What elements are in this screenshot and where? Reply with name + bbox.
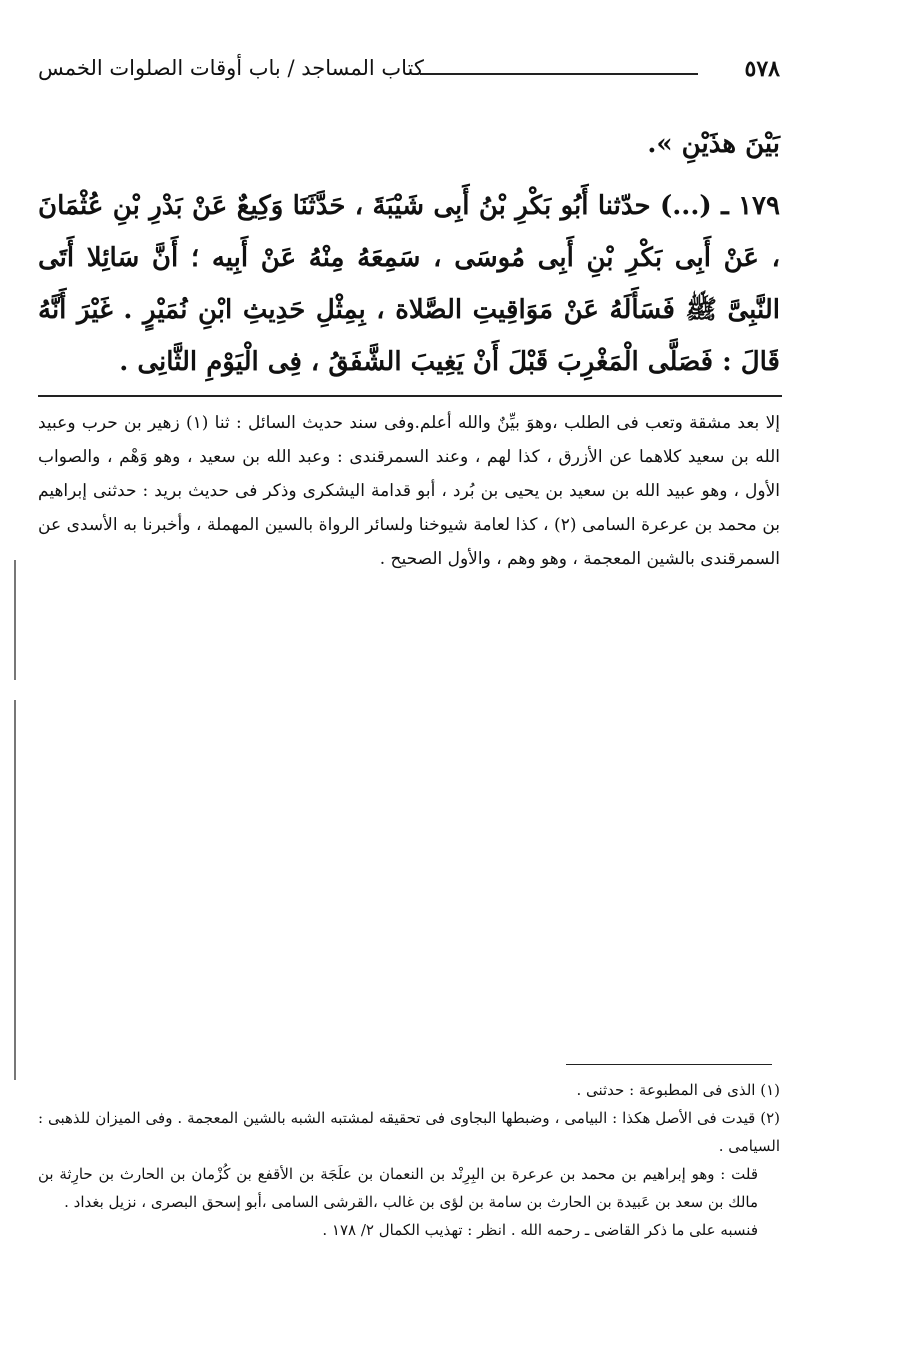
page-header bbox=[38, 56, 780, 96]
footnotes-block bbox=[38, 1076, 780, 1244]
scan-margin-line bbox=[14, 560, 16, 680]
hadith-text-block bbox=[38, 118, 780, 388]
hadith-paragraph: ١٧٩ ـ (...) حدّثنا أَبُو بَكْرِ بْنُ أَبِى شَيْبَةَ ، حَدَّثَنَا وَكِيعٌ عَنْ بَدْرِ بْنِ عُثْمَانَ ، عَنْ أَبِى بَكْرِ بْنِ أَبِى مُوسَى ، سَمِعَهُ مِنْهُ عَنْ أَبِيه ؛ أَنَّ سَائِلا أَتَى النَّبِىَّ ﷺ فَسَأَلَهُ عَنْ مَوَاقِيتِ الصَّلاة ، بِمِثْلِ حَدِيثِ ابْنِ نُمَيْرٍ . غَيْرَ أَنَّهُ قَالَ : فَصَلَّى الْمَغْرِبَ قَبْلَ أَنْ يَغِيبَ الشَّفَقُ ، فِى الْيَوْمِ الثَّانِى . bbox=[38, 191, 780, 377]
footnote-2-reference: فنسبه على ما ذكر القاضى ـ رحمه الله . انظر : تهذيب الكمال ٢/ ١٧٨ . bbox=[322, 1221, 758, 1239]
commentary-block bbox=[38, 406, 780, 576]
section-divider bbox=[38, 395, 782, 397]
footnote-2-continuation: قلت : وهو إبراهيم بن محمد بن عرعرة بن البِرِنْد بن النعمان بن علَجَة بن الأقفع بن كُزْمان بن الحارث بن حارِثة بن مالك بن سعد بن عَبيدة بن الحارث بن سامة بن لؤى بن غالب ،القرشى السامى ،أبو إسحق البصرى ، نزيل بغداد . bbox=[38, 1165, 758, 1211]
scan-margin-line bbox=[14, 700, 16, 1080]
footnote-2: (٢) قيدت فى الأصل هكذا : البيامى ، وضبطها البجاوى فى تحقيقه لمشتبه الشبه بالشين المعجمة . وفى الميزان للذهبى : السيامى . bbox=[38, 1109, 780, 1155]
commentary-paragraph: إلا بعد مشقة وتعب فى الطلب ،وهوَ بيِّنٌ والله أعلم.وفى سند حديث السائل : ثنا (١) زهير بن حرب وعبيد الله بن سعيد كلاهما عن الأزرق ، كذا لهم ، وعند السمرقندى : وعبد الله بن سعيد ، وهو وَهْم ، والصواب الأول ، وهو عبيد الله بن سعيد بن يحيى بن بُرد ، أبو قدامة اليشكرى وذكر فى حديث بريد : حدثنى إبراهيم بن محمد بن عرعرة السامى (٢) ، كذا لعامة شيوخنا ولسائر الرواة بالسين المهملة ، وأخبرنا به الأسدى عن السمرقندى بالشين المعجمة ، وهو وهم ، والأول الصحيح . bbox=[38, 413, 781, 569]
footnote-divider bbox=[566, 1064, 772, 1065]
running-title: كتاب المساجد / باب أوقات الصلوات الخمس bbox=[38, 56, 424, 80]
footnote-1: (١) الذى فى المطبوعة : حدثنى . bbox=[576, 1081, 780, 1099]
page-number: ٥٧٨ bbox=[744, 56, 780, 82]
hadith-continuation: بَيْنَ هذَيْنِ ». bbox=[647, 129, 780, 159]
header-rule bbox=[420, 73, 698, 75]
